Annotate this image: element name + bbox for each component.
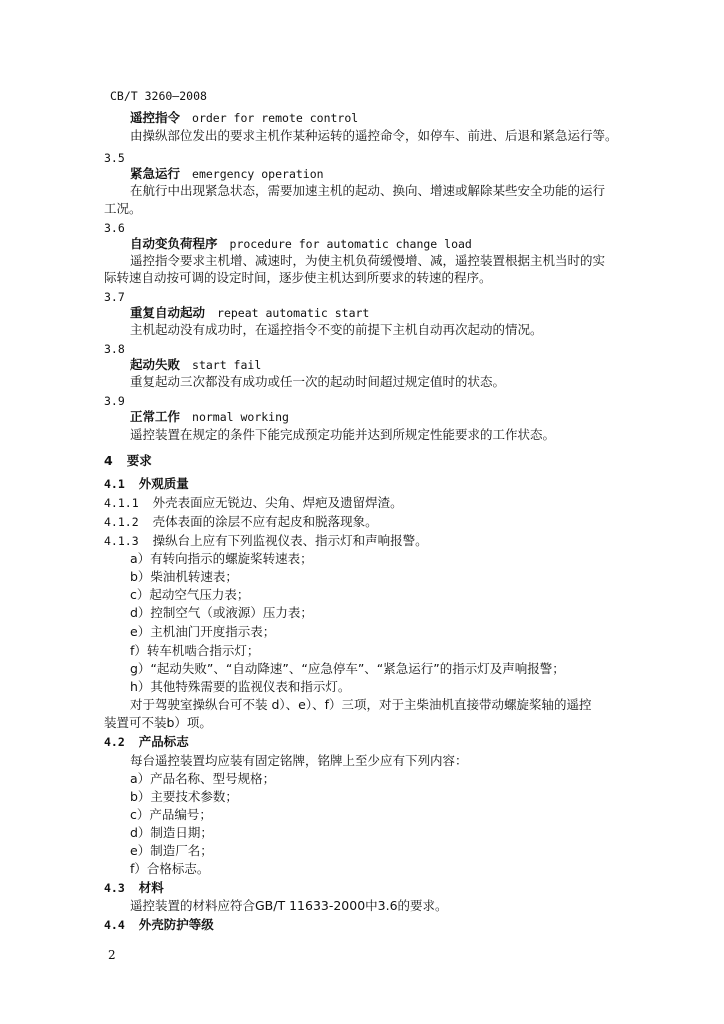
term-3-6	[130, 236, 472, 252]
section-4-number: 4	[104, 453, 113, 468]
clause-4-1-1	[104, 495, 403, 511]
list-item: c）起动空气压力表；	[130, 587, 250, 602]
clause-4-1-1-text: 外壳表面应无锐边、尖角、焊疤及遗留焊渣。	[152, 495, 403, 510]
section-4-4-title: 外壳防护等级	[138, 917, 214, 932]
definition-3-8: 重复起动三次都没有成功或任一次的起动时间超过规定值时的状态。	[130, 374, 506, 389]
section-heading-4	[104, 453, 152, 469]
term-3-6-en: procedure for automatic change load	[229, 237, 472, 251]
term-3-9-zh: 正常工作	[130, 409, 181, 424]
document-code: CB/T 3260—2008	[110, 89, 207, 103]
term-3-8	[130, 357, 261, 373]
list-item: c）产品编号；	[130, 807, 212, 822]
list-item: e）主机油门开度指示表；	[130, 624, 276, 639]
clause-number-3-9: 3.9	[104, 394, 125, 408]
term-3-4-en: order for remote control	[192, 111, 359, 125]
note-4-1-3-line-2: 装置可不装b）项。	[104, 715, 212, 730]
list-item: d）制造日期；	[130, 825, 213, 840]
term-3-7-zh: 重复自动起动	[130, 305, 206, 320]
term-3-5	[130, 166, 324, 182]
section-4-3-number: 4.3	[104, 881, 125, 895]
list-item: a）产品名称、型号规格；	[130, 771, 276, 786]
section-4-4-number: 4.4	[104, 918, 125, 932]
section-heading-4-4	[104, 917, 214, 933]
section-heading-4-2	[104, 734, 189, 750]
list-item: h）其他特殊需要的监视仪表和指示灯。	[130, 679, 351, 694]
definition-3-5-line-1: 在航行中出现紧急状态，需要加速主机的起动、换向、增速或解除某些安全功能的运行	[130, 183, 606, 198]
term-3-6-zh: 自动变负荷程序	[130, 236, 218, 251]
clause-4-1-2-number: 4.1.2	[104, 515, 139, 529]
clause-4-1-3-text: 操纵台上应有下列监视仪表、指示灯和声响报警。	[152, 533, 428, 548]
section-4-title: 要求	[126, 453, 152, 468]
term-3-8-en: start fail	[192, 358, 262, 372]
clause-4-1-2-text: 壳体表面的涂层不应有起皮和脱落现象。	[152, 514, 378, 529]
section-heading-4-3	[104, 880, 164, 896]
definition-3-7: 主机起动没有成功时，在遥控指令不变的前提下主机自动再次起动的情况。	[130, 322, 543, 337]
term-3-8-zh: 起动失败	[130, 357, 181, 372]
definition-3-6-line-2: 际转速自动按可调的设定时间，逐步使主机达到所要求的转速的程序。	[104, 270, 492, 285]
term-3-9	[130, 409, 289, 425]
list-item: e）制造厂名；	[130, 843, 213, 858]
definition-3-6-line-1: 遥控指令要求主机增、减速时，为使主机负荷缓慢增、减，遥控装置根据主机当时的实	[130, 253, 606, 268]
list-item: b）主要技术参数；	[130, 789, 238, 804]
clause-number-3-8: 3.8	[104, 342, 125, 356]
list-item: g）“起动失败”、“自动降速”、“应急停车”、“紧急运行”的指示灯及声响报警；	[130, 661, 565, 676]
section-4-3-title: 材料	[138, 880, 164, 895]
section-4-1-title: 外观质量	[138, 476, 189, 491]
list-item: f）转车机啮合指示灯；	[130, 643, 260, 658]
section-4-1-number: 4.1	[104, 477, 125, 491]
term-3-4-zh: 遥控指令	[130, 110, 181, 125]
clause-4-1-2	[104, 514, 378, 530]
clause-4-1-3-number: 4.1.3	[104, 534, 139, 548]
clause-number-3-6: 3.6	[104, 221, 125, 235]
term-3-4	[130, 110, 358, 126]
section-4-2-title: 产品标志	[138, 734, 189, 749]
page-number: 2	[108, 948, 116, 962]
term-3-7-en: repeat automatic start	[217, 306, 370, 320]
section-heading-4-1	[104, 476, 189, 492]
definition-3-5-line-2: 工况。	[104, 201, 142, 216]
list-item: a）有转向指示的螺旋桨转速表；	[130, 551, 313, 566]
clause-4-1-1-number: 4.1.1	[104, 496, 139, 510]
definition-3-4: 由操纵部位发出的要求主机作某种运转的遥控命令，如停车、前进、后退和紧急运行等。	[130, 128, 618, 143]
definition-3-9: 遥控装置在规定的条件下能完成预定功能并达到所规定性能要求的工作状态。	[130, 427, 556, 442]
term-3-5-en: emergency operation	[192, 167, 324, 181]
list-item: b）柴油机转速表；	[130, 569, 238, 584]
term-3-5-zh: 紧急运行	[130, 166, 181, 181]
clause-number-3-7: 3.7	[104, 290, 125, 304]
section-4-2-number: 4.2	[104, 735, 125, 749]
note-4-1-3-line-1: 对于驾驶室操纵台可不装 d）、e）、f）三项，对于主柴油机直接带动螺旋桨轴的遥控	[130, 697, 592, 712]
list-item: f）合格标志。	[130, 861, 210, 876]
clause-number-3-5: 3.5	[104, 151, 125, 165]
section-4-3-text: 遥控装置的材料应符合GB/T 11633-2000中3.6的要求。	[130, 898, 448, 913]
term-3-9-en: normal working	[192, 410, 289, 424]
list-item: d）控制空气（或液源）压力表；	[130, 605, 313, 620]
clause-4-1-3	[104, 533, 428, 549]
section-4-2-intro: 每台遥控装置均应装有固定铭牌，铭牌上至少应有下列内容：	[130, 753, 468, 768]
term-3-7	[130, 305, 369, 321]
